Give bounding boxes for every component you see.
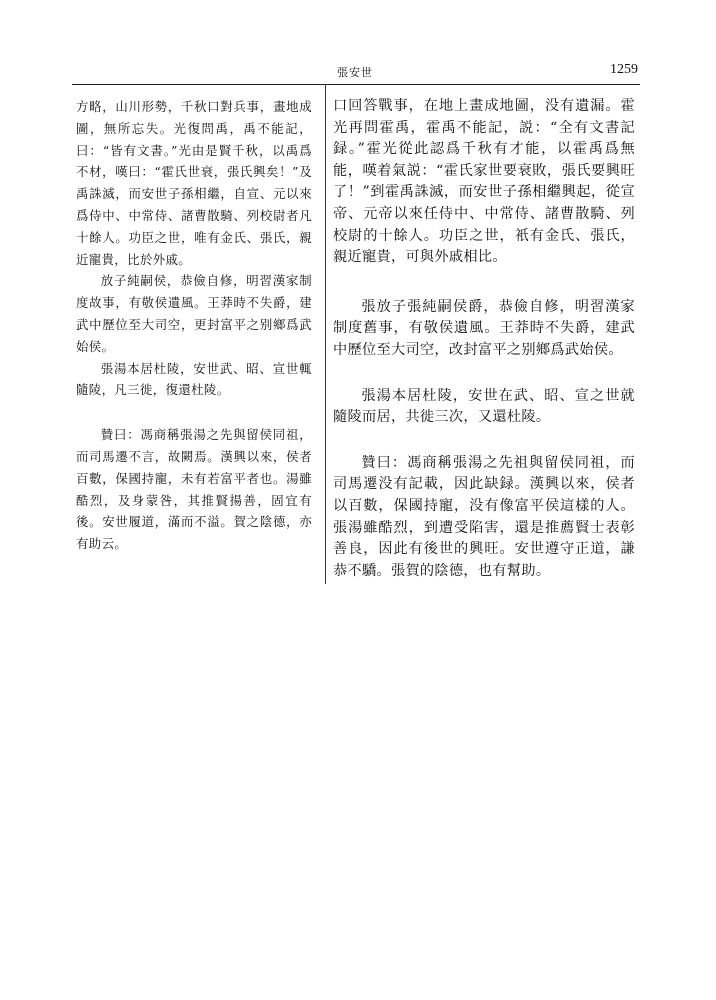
column-divider	[325, 84, 326, 584]
translation-paragraph-4: 贊曰：馮商稱張湯之先祖與留侯同祖，而司馬遷没有記載，因此缺録。漢興以來，侯者以百數，保國持寵，没有像富平侯這樣的人。張湯雖酷烈，到遭受陷害，還是推薦賢士表彰善良，因此有後世的興旺。安世遵守正道，謙恭不驕。張賀的陰德，也有幫助。	[333, 454, 635, 579]
classical-paragraph-1: 方略，山川形勢，千秋口對兵事，畫地成圖，無所忘失。光復問禹，禹不能記，曰：“皆有文書。”光由是賢千秋，以禹爲不材，嘆曰：“霍氏世衰，張氏興矣！”及禹誅滅，而安世子孫相繼，自宣、元以來爲侍中、中常侍、諸曹散騎、列校尉者凡十餘人。功臣之世，唯有金氏、張氏，親近寵貴，比於外戚。	[76, 99, 312, 267]
translation-paragraph-1: 口回答戰事，在地上畫成地圖，没有遺漏。霍光再問霍禹，霍禹不能記，説：“全有文書記録。”霍光從此認爲千秋有才能，以霍禹爲無能，嘆着氣説：“霍氏家世要衰敗，張氏要興旺了！”到霍禹誅滅，而安世子孫相繼興起，從宣帝、元帝以來任侍中、中常侍、諸曹散騎、列校尉的十餘人。功臣之世，衹有金氏、張氏，親近寵貴，可與外戚相比。	[333, 98, 635, 266]
page-number: 1259	[610, 62, 638, 77]
translation-text-column	[333, 96, 635, 582]
classical-paragraph-2: 放子純嗣侯，恭儉自修，明習漢家制度故事，有敬侯遺風。王莽時不失爵，建武中歷位至大司空，更封富平之别鄉爲武始侯。	[76, 273, 312, 354]
classical-paragraph-3: 張湯本居杜陵，安世武、昭、宣世輒隨陵，凡三徙，復還杜陵。	[76, 360, 312, 398]
running-title: 張安世	[337, 66, 373, 79]
translation-paragraph-3: 張湯本居杜陵，安世在武、昭、宣之世就隨陵而居，共徙三次，又還杜陵。	[333, 387, 635, 426]
classical-paragraph-4: 贊曰：馮商稱張湯之先與留侯同祖，而司馬遷不言，故闕焉。漢興以來，侯者百數，保國持寵，未有若富平者也。湯雖酷烈，及身蒙咎，其推賢揚善，固宜有後。安世履道，滿而不溢。賀之陰德，亦有助云。	[76, 427, 312, 552]
header-rule	[72, 84, 640, 85]
translation-paragraph-2: 張放子張純嗣侯爵，恭儉自修，明習漢家制度舊事，有敬侯遺風。王莽時不失爵，建武中歷位至大司空，改封富平之别鄉爲武始侯。	[333, 298, 635, 358]
classical-text-column	[76, 96, 312, 555]
running-header	[72, 64, 638, 82]
